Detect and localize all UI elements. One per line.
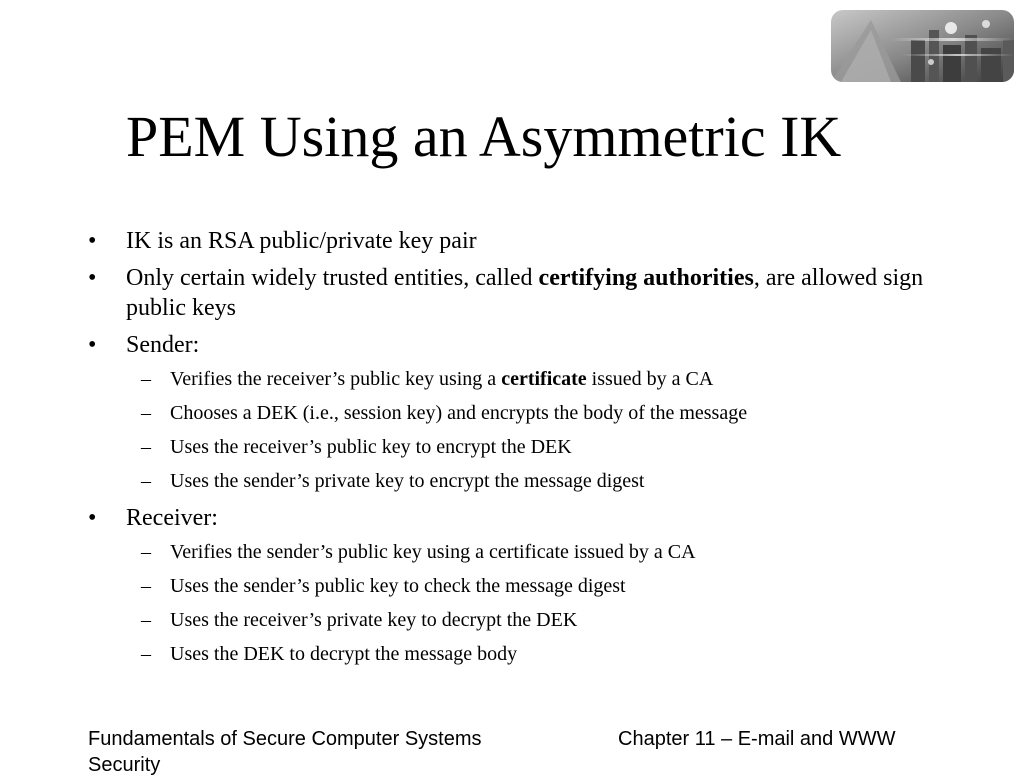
text-segment: Uses the sender’s public key to check the message digest [170, 575, 626, 597]
sub-bullet-text [170, 368, 713, 390]
text-segment: Verifies the sender’s public key using a certificate issued by a CA [170, 541, 696, 563]
bullet-item [88, 263, 988, 323]
sub-bullet-item [88, 469, 988, 494]
dash-marker: – [141, 541, 151, 563]
footer-chapter-title: Chapter 11 – E-mail and WWW [618, 728, 896, 750]
sub-bullet-text [170, 470, 645, 492]
corner-decorative-image [831, 10, 1014, 82]
sub-bullet-text [170, 402, 747, 424]
sub-bullet-text [170, 575, 626, 597]
bullet-item [88, 226, 988, 256]
bullet-marker: • [88, 332, 97, 358]
text-segment: Uses the receiver’s private key to decrypt the DEK [170, 609, 578, 631]
sub-bullet-text [170, 541, 696, 563]
sub-bullet-list [88, 367, 988, 494]
dash-marker: – [141, 609, 151, 631]
cityscape-image-icon [831, 10, 1014, 82]
sub-bullet-text [170, 609, 577, 631]
emphasized-term: certificate [501, 368, 587, 390]
dash-marker: – [141, 402, 151, 424]
bullet-text [126, 265, 923, 321]
dash-marker: – [141, 643, 151, 665]
sub-bullet-list [88, 540, 988, 667]
dash-marker: – [141, 368, 151, 390]
sub-bullet-item [88, 367, 988, 392]
sub-bullet-item [88, 401, 988, 426]
slide-title: PEM Using an Asymmetric IK [126, 104, 842, 169]
bullet-marker: • [88, 228, 97, 254]
sub-bullet-text [170, 643, 517, 665]
text-segment: , are allowed sign public keys [126, 265, 924, 321]
bullet-text [126, 228, 477, 254]
text-segment: Sender: [126, 332, 200, 358]
sub-bullet-text [170, 436, 572, 458]
footer-course-title: Fundamentals of Secure Computer Systems Security [88, 728, 482, 776]
sub-bullet-item [88, 574, 988, 599]
sub-bullet-item [88, 435, 988, 460]
text-segment: Only certain widely trusted entities, called [126, 265, 539, 291]
text-segment: Uses the receiver’s public key to encrypt the DEK [170, 436, 572, 458]
sub-bullet-item [88, 540, 988, 565]
bullet-marker: • [88, 505, 97, 531]
bullet-item [88, 330, 988, 360]
dash-marker: – [141, 575, 151, 597]
bullet-item [88, 503, 988, 533]
text-segment: Uses the DEK to decrypt the message body [170, 643, 518, 665]
text-segment: issued by a CA [586, 368, 714, 390]
emphasized-term: certifying authorities [538, 265, 754, 291]
text-segment: Verifies the receiver’s public key using a [170, 368, 502, 390]
sub-bullet-item [88, 608, 988, 633]
text-segment: Receiver: [126, 505, 218, 531]
text-segment: IK is an RSA public/private key pair [126, 228, 477, 254]
dash-marker: – [141, 436, 151, 458]
bullet-text [126, 505, 218, 531]
bullet-marker: • [88, 265, 97, 291]
bullet-text [126, 332, 199, 358]
sub-bullet-item [88, 642, 988, 667]
text-segment: Uses the sender’s private key to encrypt the message digest [170, 470, 645, 492]
slide-content [88, 226, 988, 676]
text-segment: Chooses a DEK (i.e., session key) and encrypts the body of the message [170, 402, 748, 424]
dash-marker: – [141, 470, 151, 492]
